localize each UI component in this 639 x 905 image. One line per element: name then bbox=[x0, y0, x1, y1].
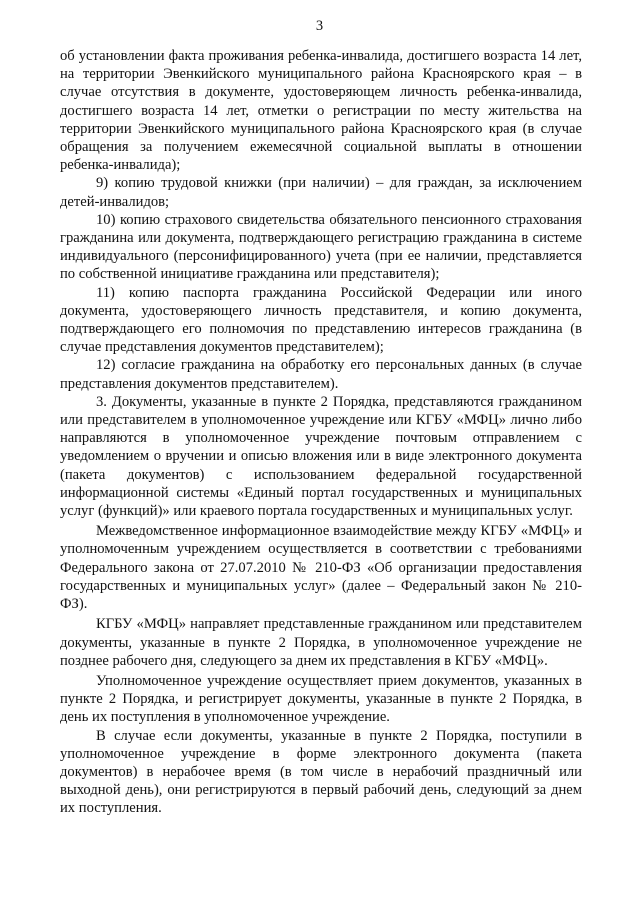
paragraph-interagency: Межведомственное информационное взаимодействие между КГБУ «МФЦ» и уполномоченным учреждением осуществляется в соответствии с требованиями Федерального закона от 27.07.2010 № 210-ФЗ «Об организации предоставления государственных и муниципальных услуг» (далее – Федеральный закон № 210-ФЗ). bbox=[60, 523, 582, 613]
document-body bbox=[60, 47, 582, 818]
paragraph-electronic-documents: В случае если документы, указанные в пункте 2 Порядка, поступили в уполномоченное учреждение в форме электронного документа (пакета документов) в нерабочее время (в том числе в нерабочий праздничный или выходной день), они регистрируются в первый рабочий день, следующий за днем их поступления. bbox=[60, 727, 582, 817]
paragraph-registration: Уполномоченное учреждение осуществляет прием документов, указанных в пункте 2 Порядка, и регистрирует документы, указанные в пункте 2 Порядка, в день их поступления в уполномоченное учреждение. bbox=[60, 672, 582, 726]
paragraph-item-10: 10) копию страхового свидетельства обязательного пенсионного страхования гражданина или документа, подтверждающего регистрацию гражданина в системе индивидуального (персонифицированного) учета (при ее наличии, представляется по собственной инициативе гражданина или представителя); bbox=[60, 211, 582, 283]
paragraph-item-11: 11) копию паспорта гражданина Российской Федерации или иного документа, удостоверяющего личность представителя, и копию документа, подтверждающего его полномочия по представлению интересов гражданина (в случае представления документов представителем); bbox=[60, 284, 582, 356]
paragraph-section-3: 3. Документы, указанные в пункте 2 Порядка, представляются гражданином или представителем в уполномоченное учреждение или КГБУ «МФЦ» лично либо направляются в уполномоченное учреждение почтовым отправлением с уведомлением о вручении и описью вложения или в виде электронного документа (пакета документов) с использованием федеральной государственной информационной системы «Единый портал государственных и муниципальных услуг (функций)» или краевого портала государственных и муниципальных услуг. bbox=[60, 393, 582, 520]
paragraph-item-12: 12) согласие гражданина на обработку его персональных данных (в случае представления документов представителем). bbox=[60, 357, 582, 392]
paragraph-8-continuation: об установлении факта проживания ребенка-инвалида, достигшего возраста 14 лет, на территории Эвенкийского муниципального района Красноярского края – в случае отсутствия в документе, удостоверяющем личность ребенка-инвалида, достигшего возраста 14 лет, отметки о регистрации по месту жительства на территории Эвенкийского муниципального района Красноярского края (в случае обращения за получением ежемесячной социальной выплаты в отношении ребенка-инвалида); bbox=[60, 48, 582, 174]
paragraph-mfc-forwarding: КГБУ «МФЦ» направляет представленные гражданином или представителем документы, указанные в пункте 2 Порядка, в уполномоченное учреждение не позднее рабочего дня, следующего за днем их представления в КГБУ «МФЦ». bbox=[60, 616, 582, 669]
paragraph-item-9: 9) копию трудовой книжки (при наличии) – для граждан, за исключением детей-инвалидов; bbox=[60, 175, 582, 210]
page-number: 3 bbox=[315, 18, 324, 34]
